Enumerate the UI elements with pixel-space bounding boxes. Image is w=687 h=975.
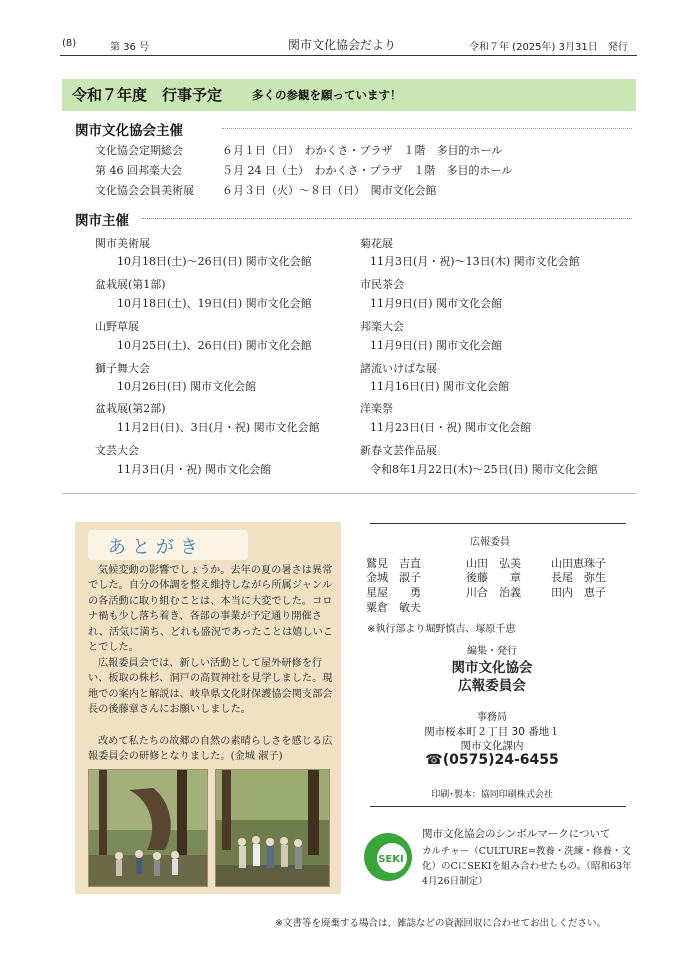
city-event-date: 11月23日(日・祝) 関市文化会館 <box>370 421 532 434</box>
office-label: 事務局 <box>477 712 507 723</box>
page-number: (8) <box>62 38 77 49</box>
committee-member: 山田 弘美 <box>466 557 521 570</box>
committee-member: 田内 恵子 <box>551 586 606 599</box>
city-event-date: 令和8年1月22日(木)～25日(日) 関市文化会館 <box>370 463 598 476</box>
committee-title: 広報委員 <box>470 537 510 548</box>
association-event-date: ５月 24 日（土） わかくさ・プラザ １階 多目的ホール <box>222 164 513 177</box>
city-event-date: 10月25日(土)、26日(日) 関市文化会館 <box>117 339 312 352</box>
afterword-title: あとがき <box>108 537 204 558</box>
banner-subtitle: 多くの参観を願っています！ <box>252 88 402 102</box>
association-event-date: ６月３日（火）～８日（日） 関市文化会館 <box>222 184 437 197</box>
committee-rule-top <box>370 523 626 524</box>
forest-photo-left <box>88 769 208 887</box>
city-event-name: 文芸大会 <box>95 444 139 457</box>
afterword-paragraph: 広報委員会では、新しい活動として屋外研修を行い、板取の株杉、洞戸の高賀神社を見学しました。現地での案内と解説は、岐阜県文化財保護協会関支部会長の後藤章さんにお願いしました。 <box>88 658 333 716</box>
city-event-name: 山野草展 <box>95 320 139 333</box>
editorial-committee: 広報委員会 <box>458 678 526 694</box>
city-event-name: 洋楽祭 <box>360 402 393 415</box>
office-dept: 関市文化課内 <box>460 740 524 752</box>
committee-member: 長尾 弥生 <box>551 571 606 584</box>
association-heading-rule <box>222 128 632 129</box>
afterword-paragraph: 改めて私たちの故郷の自然の素晴らしさを感じる広報委員会の研修となりました。(金城 淑子) <box>88 736 333 763</box>
seki-logo <box>363 832 413 882</box>
city-event-date: 11月9日(日) 関市文化会館 <box>370 339 503 352</box>
editorial-label: 編集・発行 <box>467 646 517 657</box>
committee-member: 川合 治義 <box>466 586 521 599</box>
printer-credit: 印刷･製本：協同印刷株式会社 <box>431 790 553 800</box>
afterword-paragraph: 気候変動の影響でしょうか。去年の夏の暑さは異常でした。自分の体調を整え維持しながら所属ジャンルの各活動に取り組むことは、本当に大変でした。コロナ禍も少し落ち着き、各部の事業が予定通り開催され、活気に満ち、どれも盛況であったことは嬉しいことでした。 <box>88 565 334 654</box>
city-event-name: 関市美術展 <box>95 237 150 250</box>
committee-note: ※執行部より堀野慎吉、塚原千恵 <box>367 624 516 635</box>
issue-number: 第 36 号 <box>110 42 150 53</box>
city-event-name: 盆栽展(第2部) <box>95 402 166 415</box>
committee-member: 山田恵珠子 <box>551 557 606 570</box>
header-rule <box>60 55 637 56</box>
association-event-name: 第 46 回邦楽大会 <box>95 164 182 177</box>
city-event-date: 11月3日(月・祝) 関市文化会館 <box>117 463 272 476</box>
office-phone: ☎(0575)24-6455 <box>425 752 559 768</box>
city-event-date: 11月16日(日) 関市文化会館 <box>370 380 510 393</box>
committee-member: 粟倉 敏夫 <box>366 601 421 614</box>
office-address: 関市桜本町２丁目 30 番地１ <box>424 726 560 738</box>
committee-member: 鷲見 吉直 <box>366 557 421 570</box>
city-event-name: 獅子舞大会 <box>95 362 150 375</box>
city-event-date: 11月9日(日) 関市文化会館 <box>370 297 503 310</box>
symbol-description: カルチャー（CULTURE=教養・洗練・修養・文化）のCにSEKIを組み合わせたもの。（昭和63年4月26日制定） <box>422 846 632 887</box>
city-event-name: 邦楽大会 <box>360 320 404 333</box>
association-event-date: ６月１日（日） わかくさ・プラザ １階 多目的ホール <box>222 144 503 157</box>
city-event-date: 10月18日(土)～26日(日) 関市文化会館 <box>117 255 312 268</box>
newsletter-title: 関市文化協会だより <box>288 38 397 52</box>
banner-title: 令和７年度 行事予定 <box>72 86 223 104</box>
city-event-name: 菊花展 <box>360 237 393 250</box>
city-heading: 関市主催 <box>75 213 129 229</box>
association-event-name: 文化協会定期総会 <box>95 144 183 157</box>
committee-member: 後藤 章 <box>466 571 521 584</box>
city-event-date: 10月18日(土)、19日(日) 関市文化会館 <box>117 297 312 310</box>
seki-logo-text: SEKI <box>378 854 404 865</box>
city-event-name: 市民茶会 <box>360 278 404 291</box>
committee-member: 金城 淑子 <box>366 571 421 584</box>
city-event-date: 11月3日(月・祝)～13日(木) 関市文化会館 <box>370 255 580 268</box>
city-event-name: 新春文芸作品展 <box>360 444 437 457</box>
editorial-rule-bottom <box>370 806 626 807</box>
city-event-date: 10月26日(日) 関市文化会館 <box>117 380 257 393</box>
city-event-date: 11月2日(日)、3日(月・祝) 関市文化会館 <box>117 421 320 434</box>
committee-member: 星屋 勇 <box>366 586 421 599</box>
association-event-name: 文化協会会員美術展 <box>95 184 194 197</box>
section-divider <box>62 493 636 494</box>
city-heading-rule <box>142 218 632 219</box>
forest-photo-right <box>215 769 330 887</box>
issue-date: 令和７年 (2025年) 3月31日 発行 <box>469 42 628 53</box>
association-heading: 関市文化協会主催 <box>75 123 183 139</box>
city-event-name: 盆栽展(第1部) <box>95 278 166 291</box>
city-event-name: 諸流いけばな展 <box>360 362 437 375</box>
symbol-heading: 関市文化協会のシンボルマークについて <box>422 828 611 840</box>
recycling-note: ※文書等を廃棄する場合は、雑誌などの資源回収に合わせてお出しください。 <box>275 918 606 929</box>
editorial-org: 関市文化協会 <box>451 660 533 676</box>
